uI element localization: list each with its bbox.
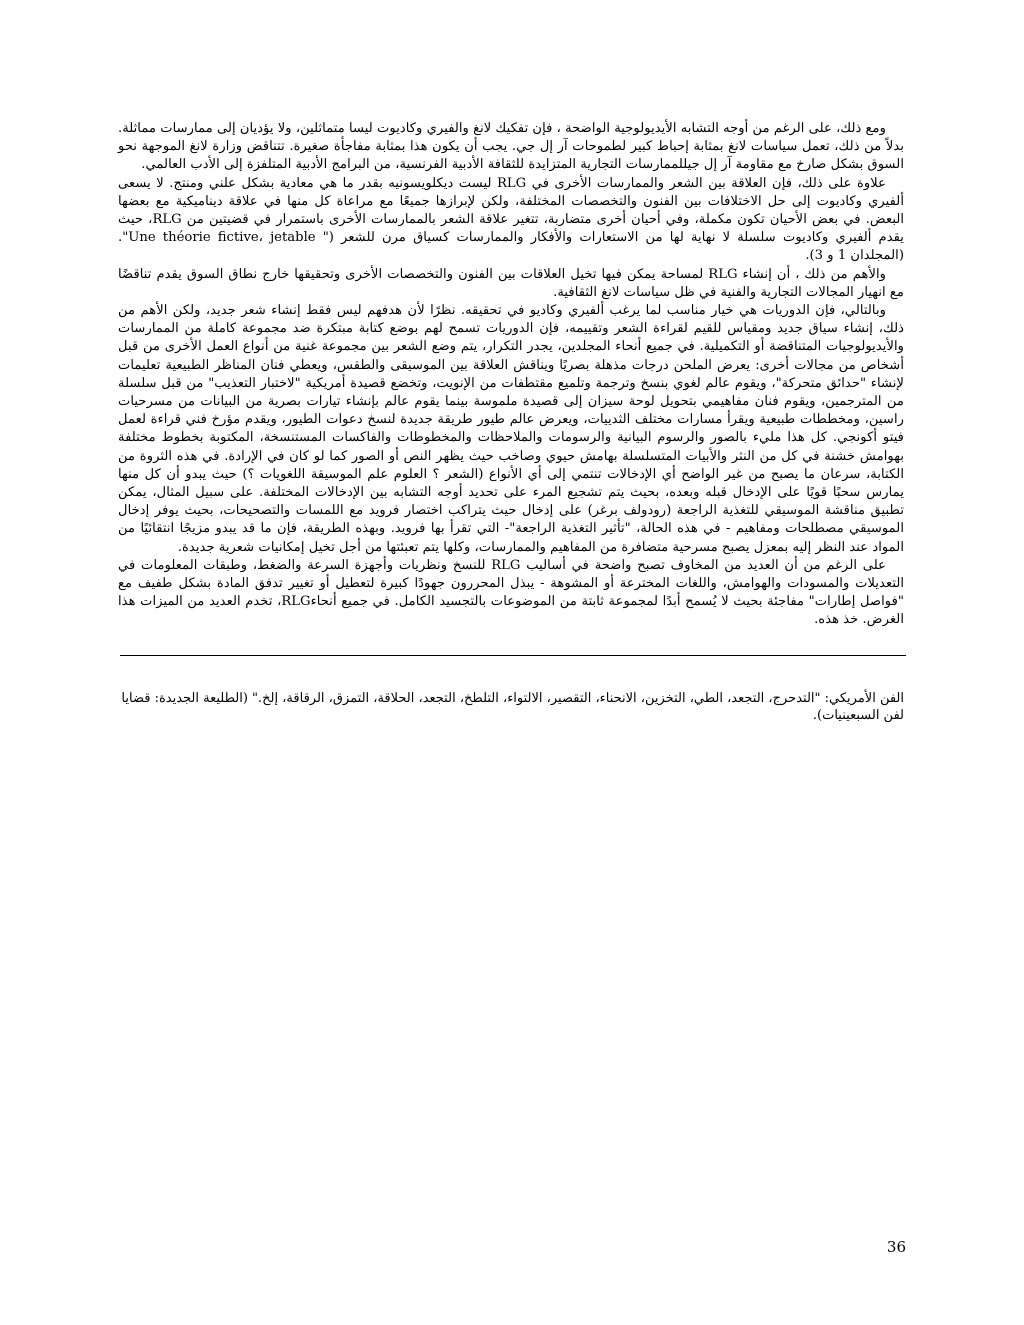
paragraph-2: علاوة على ذلك، فإن العلاقة بين الشعر والممارسات الأخرى في RLG ليست ديكلويسونيه بقدر ما هي معادية بشكل علني ومنتج. لا يسعى ألفيري وكاديوت إلى حل الاختلافات بين الفنون والتخصصات المختلفة، ولكن لإبرازها جميعًا مع مراعاة كل منها في علاقة ديناميكية مع بعضها البعض. في بعض الأحيان تكون مكملة، وفي أحيان أخرى متضاربة، تتغير علاقة الشعر بالممارسات الأخرى باستمرار في قضيتين من RLG، حيث يقدم ألفيري وكاديوت سلسلة لا نهاية لها من الاستعارات والأفكار والممارسات كسياق مرن للشعر (" Une théorie fictive، jetable". (المجلدان 1 و 3).	[118, 175, 905, 264]
page-number: 36	[886, 1238, 906, 1256]
footnote-divider	[120, 655, 906, 656]
paragraph-1: ومع ذلك، على الرغم من أوجه التشابه الأيديولوجية الواضحة ، فإن تفكيك لانغ والفيري وكاديوت ليسا متماثلين، ولا يؤديان إلى ممارسات مماثلة. بدلاً من ذلك، تعمل سياسات لانغ بمثابة إحباط كبير لطموحات آر إل جي. يجب أن يكون هذا بمثابة مفاجأة صغيرة. تتناقض وزارة لانغ الموجهة نحو السوق بشكل صارخ مع مقاومة آر إل جيللممارسات التجارية المتزايدة للثقافة الأدبية الفرنسية، من البرامج الأدبية المتلفزة إلى الأدب العالمي.	[118, 121, 904, 173]
body-text	[118, 120, 904, 630]
paragraph-5: على الرغم من أن العديد من المخاوف تصبح واضحة في أساليب RLG للنسخ ونظريات وأجهزة السرعة والضغط، وطبقات المعلومات في التعديلات والمسودات والهوامش، واللغات المخترعة أو المشوهة - يبذل المحررون جهودًا كبيرة لتعطيل أو تغيير تدفق المادة بشكل طفيف مع "فواصل إطارات" مفاجئة بحيث لا يُسمح أبدًا لمجموعة ثابتة من الموضوعات بالتجسيد الكامل. في جميع أنحاءRLG، تخدم العديد من الميزات هذا الغرض. خذ هذه.	[118, 557, 904, 628]
footnote: الفن الأمريكي: "التدحرج، التجعد، الطي، التخزين، الانحناء، التقصير، الالتواء، التلطخ، التجعد، الحلاقة، التمزق، الرقاقة، إلخ." (الطليعة الجديدة: قضايا لفن السبعينيات).	[121, 691, 904, 723]
paragraph-4: وبالتالي، فإن الدوريات هي خيار مناسب لما يرغب ألفيري وكاديو في تحقيقه. نظرًا لأن هدفهم ليس فقط إنشاء شعر جديد، ولكن الأهم من ذلك، إنشاء سياق جديد ومقياس للقيم لقراءة الشعر وتقييمه، فإن الدوريات تسمح لهم بوضع كتابة مبتكرة ضد مجموعة كاملة من الممارسات والأيديولوجيات المتناقضة أو التكميلية. في جميع أنحاء المجلدين، يجدر التكرار، يتم وضع الشعر بين مجموعة غنية من أنواع العمل الأخرى من قبل أشخاص من مجالات أخرى: يعرض الملحن درجات مذهلة بصريًا ويناقش العلاقة بين الموسيقى والطقس، ويعطي فنان المناظر الطبيعية تعليمات لإنشاء "حدائق متحركة"، ويقوم عالم لغوي بنسخ وترجمة وتلميع مقتطفات من الإنويت، وتخضع قصيدة أمريكية "لاختبار التعذيب" من قبل سلسلة من المترجمين، ويقوم فنان مفاهيمي بتحويل لوحة سيزان إلى قصيدة ملموسة بينما يقوم عالم بإنشاء تيارات بصرية من البيانات من مسرحيات راسين، ومخططات طبيعية ويقرأ مسارات مختلف الثدييات، ويعرض عالم طيور طريقة جديدة لنسخ دعوات الطيور، ويقدم مؤرخ فني قراءة لعمل فيتو أكونجي. كل هذا مليء بالصور والرسوم البيانية والرسومات والملاحظات والمخطوطات والفاكسات المستنسخة، المكتوبة بخطوط مختلفة بهوامش خشنة في كل من النثر والأبيات المتسلسلة بهامش حيوي وصاخب حيث يظهر النص أو الصور كما لو كان في الإرادة. في هذه الثروة من الكتابة، سرعان ما يصبح من غير الواضح أي الإدخالات تنتمي إلى أي الأنواع (الشعر ؟ العلوم علم الموسيقة اللغويات ؟) حيث يبدو أن كل منها يمارس سحبًا قويًا على الإدخال قبله وبعده، بحيث يتم تشجيع المرء على تحديد أوجه التشابه بين الإدخالات المختلفة. على سبيل المثال، يمكن تطبيق مناقشة الموسيقي للتغذية الراجعة (رودولف برغر) على إدخال حيث يتراكب اختصار فرويد مع اللمسات والتصحيحات، بحيث يوفر إدخال الموسيقي مصطلحات ومفاهيم - في هذه الحالة، "تأثير التغذية الراجعة"- التي تقرأ بها فرويد. وبهذه الطريقة، فإن ما قد يبدو مزيجًا انتقائيًا من المواد عند النظر إليه بمعزل يصبح مسرحية متضافرة من المفاهيم والممارسات، وكلها يتم تعبئتها من أجل تخيل إمكانيات شعرية جديدة.	[118, 303, 904, 555]
paragraph-3: والأهم من ذلك ، أن إنشاء RLG لمساحة يمكن فيها تخيل العلاقات بين الفنون والتخصصات الأخرى وتحقيقها خارج نطاق السوق يقدم تناقضًا مع انهيار المجالات التجارية والفنية في ظل سياسات لانغ الثقافية.	[118, 266, 904, 300]
